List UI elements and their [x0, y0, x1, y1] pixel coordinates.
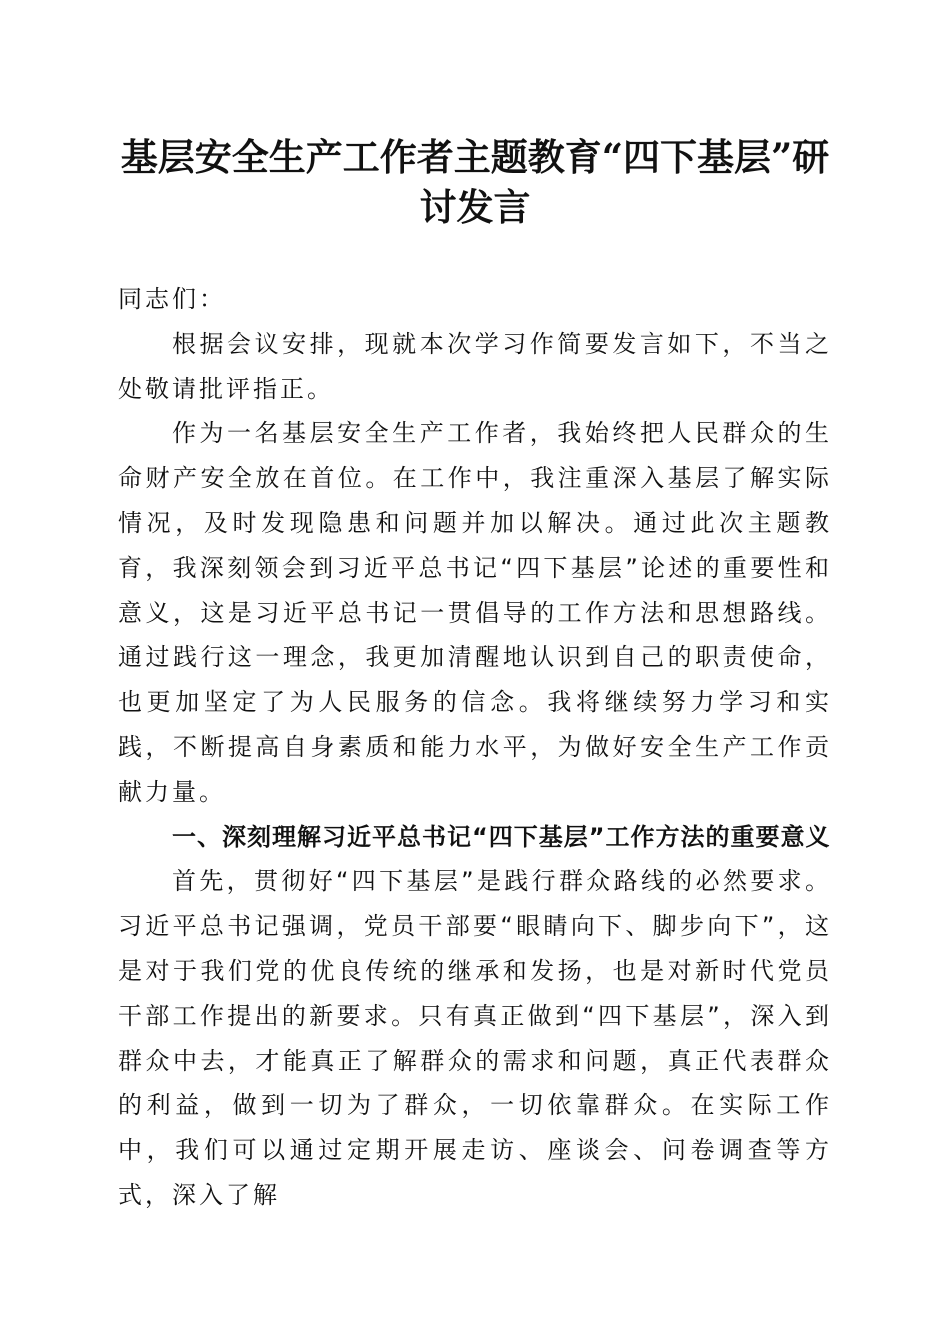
paragraph-intro: 根据会议安排，现就本次学习作简要发言如下，不当之处敬请批评指正。 [118, 329, 832, 403]
section-heading: 一、深刻理解习近平总书记“四下基层”工作方法的重要意义 [172, 822, 831, 851]
paragraph-role: 作为一名基层安全生产工作者，我始终把人民群众的生命财产安全放在首位。在工作中，我注重深入基层了解实际情况，及时发现隐患和问题并加以解决。通过此次主题教育，我深刻领会到习近平总书记“四下基层”论述的重要性和意义，这是习近平总书记一贯倡导的工作方法和思想路线。通过践行这一理念，我更加清醒地认识到自己的职责使命，也更加坚定了为人民服务的信念。我将继续努力学习和实践，不断提高自身素质和能力水平，为做好安全生产工作贡献力量。 [118, 419, 832, 806]
document-body [118, 277, 832, 1218]
salutation: 同志们： [118, 285, 226, 313]
section-paragraph: 首先，贯彻好“四下基层”是践行群众路线的必然要求。习近平总书记强调，党员干部要“眼睛向下、脚步向下”，这是对于我们党的优良传统的继承和发扬，也是对新时代党员干部工作提出的新要求。只有真正做到“四下基层”，深入到群众中去，才能真正了解群众的需求和问题，真正代表群众的利益，做到一切为了群众，一切依靠群众。在实际工作中，我们可以通过定期开展走访、座谈会、问卷调查等方式，深入了解 [118, 867, 832, 1209]
document-title: 基层安全生产工作者主题教育“四下基层”研讨发言 [120, 135, 830, 229]
